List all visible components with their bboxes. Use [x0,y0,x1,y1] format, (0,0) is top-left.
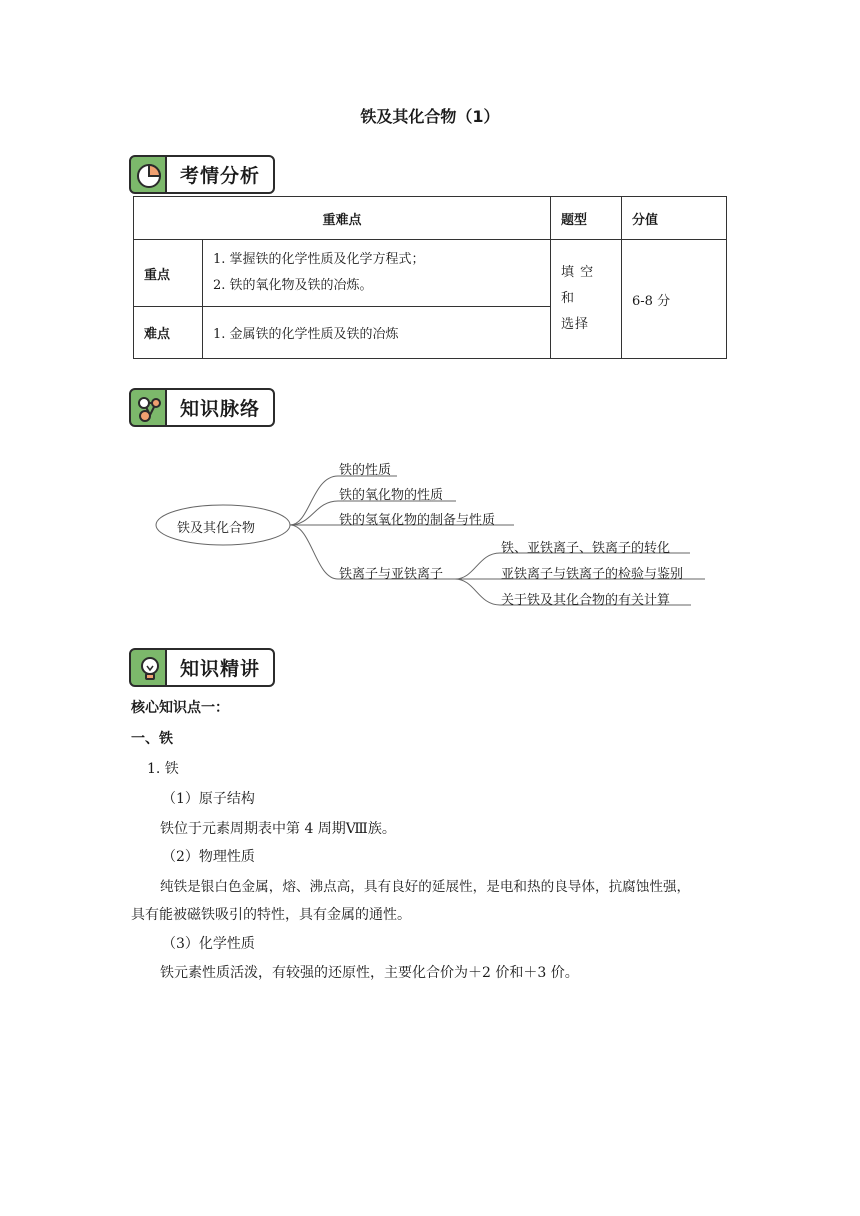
mindmap-root: 铁及其化合物 [177,521,256,536]
paragraph: 铁元素性质活泼，有较强的还原性，主要化合价为＋2 价和＋3 价。 [160,965,579,981]
header-question-type: 题型 [551,197,622,240]
mindmap-branch: 铁的氧化物的性质 [339,488,444,503]
core-point-heading: 核心知识点一： [131,700,229,716]
mindmap-branch: 铁离子与亚铁离子 [339,567,444,582]
question-type-line: 选择 [561,317,590,332]
score-cell: 6-8 分 [622,240,727,359]
paragraph: 具有能被磁铁吸引的特性，具有金属的通性。 [131,907,411,923]
paragraph: 铁位于元素周期表中第 4 周期Ⅷ族。 [160,821,396,837]
item-heading: 1. 铁 [147,761,179,777]
key-item: 1. 掌握铁的化学性质及化学方程式； [213,252,425,267]
lightbulb-icon [129,648,167,687]
banner-analysis-label: 考情分析 [165,155,275,194]
subsection-heading: （2）物理性质 [162,849,255,865]
mindmap-sub-branch: 关于铁及其化合物的有关计算 [501,593,671,608]
page-title: 铁及其化合物（1） [360,107,500,126]
mindmap-sub-branch: 亚铁离子与铁离子的检验与鉴别 [501,567,684,582]
header-score: 分值 [622,197,727,240]
mindmap-sub-branch: 铁、亚铁离子、铁离子的转化 [501,541,671,556]
question-type-line: 填 空 和 [561,265,595,306]
mindmap-branch: 铁的氢氧化物的制备与性质 [339,513,496,528]
subsection-heading: （3）化学性质 [162,936,255,952]
section-heading: 一、铁 [131,731,173,747]
key-item: 2. 铁的氧化物及铁的冶炼。 [213,278,373,293]
banner-lecture-label: 知识精讲 [165,648,275,687]
difficult-item: 1. 金属铁的化学性质及铁的冶炼 [203,307,551,359]
header-key-difficulty: 重难点 [134,197,551,240]
paragraph: 纯铁是银白色金属，熔、沸点高，具有良好的延展性，是电和热的良导体，抗腐蚀性强， [160,879,691,895]
mindmap-branch: 铁的性质 [339,463,392,478]
subsection-heading: （1）原子结构 [162,791,255,807]
banner-lecture [129,648,275,689]
key-label: 重点 [134,240,203,307]
banner-network-label: 知识脉络 [165,388,275,427]
difficult-label: 难点 [134,307,203,359]
